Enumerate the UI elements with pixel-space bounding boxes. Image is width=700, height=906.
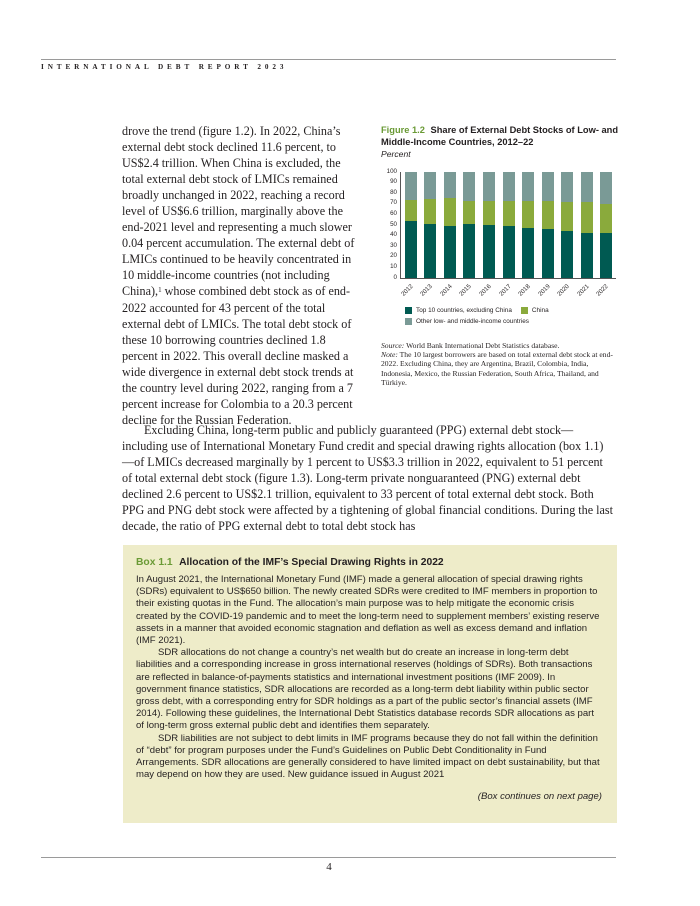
box-title-text: Allocation of the IMF’s Special Drawing Rights in 2022 bbox=[179, 557, 444, 568]
figure-subtitle: Percent bbox=[381, 148, 411, 159]
bar-segment bbox=[581, 172, 593, 203]
bar-segment bbox=[581, 233, 593, 278]
bar-segment bbox=[424, 224, 436, 278]
bar-segment bbox=[483, 172, 495, 202]
chart-legend bbox=[405, 305, 549, 327]
x-tick-label: 2021 bbox=[575, 282, 591, 298]
running-head: INTERNATIONAL DEBT REPORT 2023 bbox=[41, 63, 288, 71]
bar-segment bbox=[424, 199, 436, 223]
legend-swatch-other bbox=[405, 318, 412, 325]
bar-segment bbox=[600, 233, 612, 278]
bar-segment bbox=[561, 202, 573, 231]
y-tick-label: 70 bbox=[390, 199, 397, 207]
y-tick-label: 40 bbox=[390, 231, 397, 239]
legend-label-top10: Top 10 countries, excluding China bbox=[416, 306, 512, 314]
bar-segment bbox=[424, 172, 436, 200]
box-paragraph: SDR liabilities are not subject to debt limits in IMF programs because they do not fall within the definition of “debt” for program purposes under the Fund’s Guidelines on Public Debt Conditionality in Fund Arrangements. SDR allocations are generally considered to have limited impact on debt sustainability, but that may depend on how they are used. New guidance issued in August 2021 bbox=[136, 732, 600, 781]
y-tick-label: 80 bbox=[390, 188, 397, 196]
x-tick-label: 2013 bbox=[419, 282, 435, 298]
y-tick-label: 30 bbox=[390, 241, 397, 249]
bar-2014 bbox=[444, 172, 456, 278]
y-tick-label: 10 bbox=[390, 262, 397, 270]
box-label: Box 1.1 bbox=[136, 557, 173, 568]
full-width-paragraph: Excluding China, long-term public and publicly guaranteed (PPG) external debt stock—including use of International Monetary Fund credit and special drawing rights allocation (box 1.1)—of LMICs decreased marginally by 1 percent to US$3.3 trillion in 2022, equivalent to 51 percent of total external debt stock (figure 1.3). Long-term private nonguaranteed (PNG) external debt declined 2.6 percent to US$2.1 trillion, equivalent to 33 percent of total external debt stock. Both PPG and PNG debt stock were affected by a tightening of global financial conditions. During the last decade, the ratio of PPG external debt to total debt stock has bbox=[122, 423, 614, 534]
legend-label-china: China bbox=[531, 306, 549, 314]
box-1-1 bbox=[123, 545, 617, 823]
note-text: The 10 largest borrowers are based on total external debt stock at end-2022. Excluding China, they are Argentina, Brazil, Colombia, India, Indonesia, Mexico, the Russian Federation, South Africa, Thailand, and Türkiye. bbox=[381, 350, 613, 388]
figure-notes bbox=[381, 341, 621, 388]
bar-segment bbox=[503, 172, 515, 202]
figure-title-text: Share of External Debt Stocks of Low- and Middle-Income Countries, 2012–22 bbox=[381, 125, 619, 148]
stacked-bar-chart bbox=[381, 169, 621, 339]
source-label: Source: bbox=[381, 340, 405, 350]
box-continues-note: (Box continues on next page) bbox=[477, 791, 602, 803]
bar-segment bbox=[503, 226, 515, 278]
bar-segment bbox=[542, 229, 554, 278]
bar-segment bbox=[483, 201, 495, 224]
x-tick-label: 2022 bbox=[595, 282, 610, 298]
bar-segment bbox=[503, 201, 515, 225]
bar-segment bbox=[581, 202, 593, 233]
left-column-paragraph-cont: whose combined debt stock as of end-2022 accounted for 43 percent of the total external debt of LMICs. The total debt stock of these 10 borrowing countries declined 1.8 percent in 2022. This overall decline masked a wide divergence in external debt stock trends at the country level during 2022, ranging from a 7 percent increase for Colombia to a 20.3 percent decline for the Russian Federation. bbox=[122, 284, 354, 427]
x-tick-label: 2017 bbox=[497, 282, 513, 298]
legend-swatch-top10 bbox=[405, 307, 412, 314]
bar-2019 bbox=[542, 172, 554, 278]
bar-segment bbox=[522, 172, 534, 202]
y-tick-label: 90 bbox=[390, 178, 397, 186]
box-title bbox=[136, 556, 604, 570]
x-tick-label: 2014 bbox=[438, 282, 454, 298]
bar-2017 bbox=[503, 172, 515, 278]
bar-2015 bbox=[463, 172, 475, 278]
bar-2022 bbox=[600, 172, 612, 278]
header-rule bbox=[41, 59, 616, 60]
y-axis bbox=[381, 169, 397, 279]
bar-segment bbox=[463, 224, 475, 278]
y-tick-label: 100 bbox=[386, 167, 397, 175]
bar-segment bbox=[542, 172, 554, 202]
bar-segment bbox=[600, 172, 612, 205]
y-tick-label: 0 bbox=[393, 273, 397, 281]
bar-segment bbox=[444, 226, 456, 278]
x-tick-label: 2019 bbox=[536, 282, 552, 298]
bar-2018 bbox=[522, 172, 534, 278]
bar-segment bbox=[600, 204, 612, 233]
source-text: World Bank International Debt Statistics database. bbox=[406, 340, 560, 350]
x-tick-label: 2020 bbox=[556, 282, 571, 298]
bar-segment bbox=[405, 172, 417, 201]
y-tick-label: 20 bbox=[390, 252, 397, 260]
left-column-text bbox=[122, 123, 359, 428]
bar-2021 bbox=[581, 172, 593, 278]
note-label: Note: bbox=[381, 350, 398, 359]
figure-label: Figure 1.2 bbox=[381, 125, 425, 135]
bar-segment bbox=[405, 221, 417, 277]
legend-swatch-china bbox=[521, 307, 528, 314]
bar-segment bbox=[444, 172, 456, 199]
footer-rule bbox=[41, 857, 616, 858]
box-paragraph: In August 2021, the International Monetary Fund (IMF) made a general allocation of special drawing rights (SDRs) equivalent to US$650 billion. The newly created SDRs were credited to IMF members in proportion to their existing quotas in the Fund. The allocation’s main purpose was to help mitigate the economic crisis created by the COVID-19 pandemic and to meet the long-term need to supplement members’ existing reserve assets in a manner that avoided economic stagnation and deflation as well as excess demand and inflation (IMF 2021). bbox=[136, 574, 600, 647]
bar-2020 bbox=[561, 172, 573, 278]
box-paragraph: SDR allocations do not change a country’s net wealth but do create an increase in long-term debt liabilities and a corresponding increase in gross international reserves (holdings of SDRs). Both transactions are reflected in balance-of-payments statistics and international investment positions (IMF 2009). In government finance statistics, SDR allocations are recorded as a long-term debt liability within public sector gross debt, with a corresponding entry for SDR holdings as a part of the public sector’s financial assets (IMF 2014). Following these guidelines, the International Debt Statistics database records SDR allocations as part of long-term gross external public debt and identifies them separately. bbox=[136, 647, 594, 732]
legend-row bbox=[405, 316, 549, 327]
bar-2012 bbox=[405, 172, 417, 278]
bar-segment bbox=[483, 225, 495, 278]
x-tick-label: 2012 bbox=[399, 282, 415, 298]
bar-segment bbox=[522, 228, 534, 278]
bar-2013 bbox=[424, 172, 436, 278]
figure-1-2 bbox=[381, 124, 621, 388]
legend-label-other: Other low- and middle-income countries bbox=[416, 317, 529, 325]
bar-segment bbox=[542, 201, 554, 229]
figure-title bbox=[381, 124, 621, 149]
bar-segment bbox=[463, 172, 475, 202]
bar-segment bbox=[463, 201, 475, 223]
box-body bbox=[136, 574, 604, 781]
bar-segment bbox=[444, 198, 456, 226]
bar-segment bbox=[561, 231, 573, 278]
bar-segment bbox=[561, 172, 573, 203]
y-tick-label: 60 bbox=[390, 209, 397, 217]
legend-row bbox=[405, 305, 549, 316]
left-column-paragraph: drove the trend (figure 1.2). In 2022, China’s external debt stock declined 11.6 percent, to US$2.4 trillion. When China is excluded, the total external debt stock of LMICs remained broadly unchanged in 2022, reaching a record level of US$6.6 trillion, marginally above the end-2021 level and representing a much slower 0.04 percent accumulation. The external debt of LMICs continued to be heavily concentrated in 10 middle-income countries (not including China), bbox=[122, 124, 355, 299]
footnote-ref[interactable]: 1 bbox=[158, 286, 162, 295]
plot-area bbox=[400, 172, 616, 279]
bar-2016 bbox=[483, 172, 495, 278]
page-number: 4 bbox=[326, 861, 332, 873]
x-tick-label: 2018 bbox=[517, 282, 532, 298]
bar-segment bbox=[522, 201, 534, 228]
x-tick-label: 2015 bbox=[458, 282, 474, 298]
y-tick-label: 50 bbox=[390, 220, 397, 228]
x-tick-label: 2016 bbox=[477, 282, 493, 298]
bar-segment bbox=[405, 200, 417, 221]
